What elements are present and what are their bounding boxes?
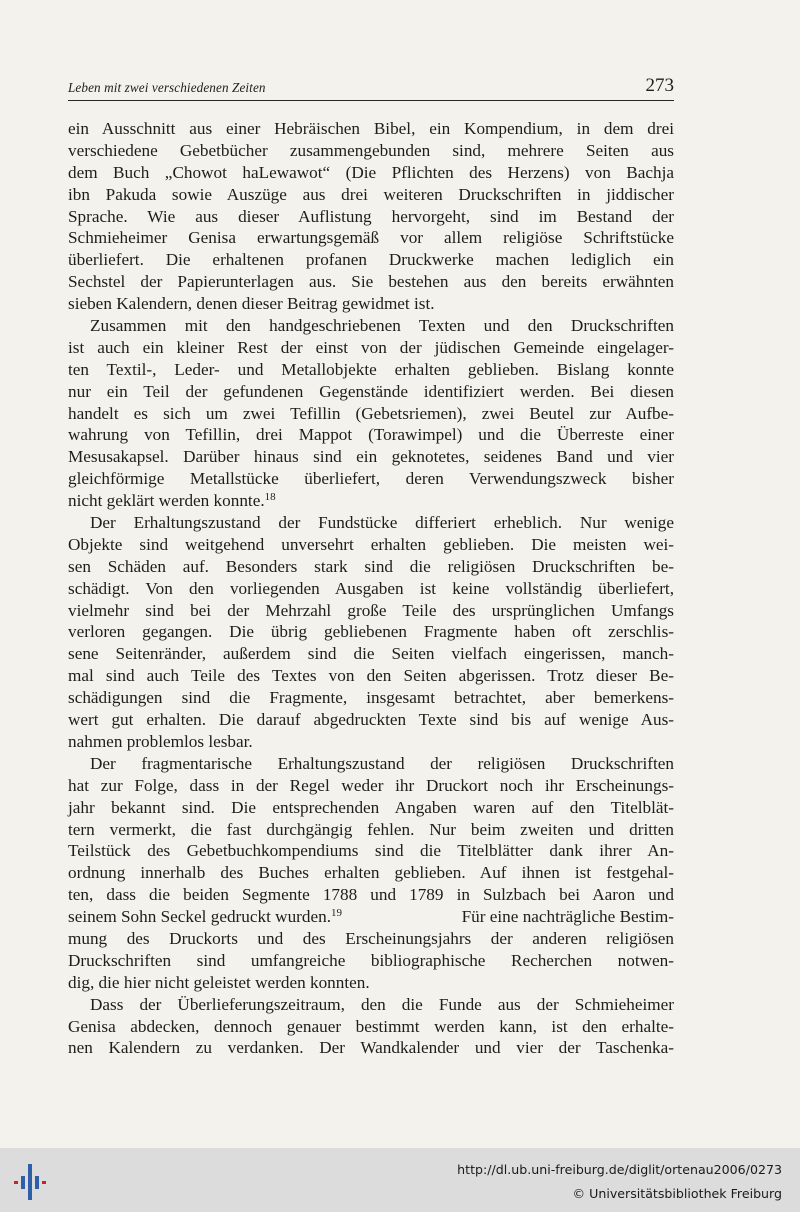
text-line: Sechstel der Papierunterlagen aus. Sie bestehen aus den bereits erwähnten (68, 272, 674, 292)
text-line (68, 490, 674, 512)
text-line: verschiedene Gebetbücher zusammengebunden sind, mehrere Seiten aus (68, 140, 674, 160)
text-line: wahrung von Tefillin, drei Mappot (Torawimpel) und die Überreste einer (68, 425, 674, 445)
text-line: Der fragmentarische Erhaltungszustand der religiösen Druckschriften (90, 753, 674, 773)
text-line: ibn Pakuda sowie Auszüge aus drei weiteren Druckschriften in jiddischer (68, 184, 674, 204)
text-line: ten Textil-, Leder- und Metallobjekte erhalten geblieben. Bislang konnte (68, 359, 674, 379)
logo-bar-blue-3 (35, 1176, 39, 1189)
text-line: handelt es sich um zwei Tefillin (Gebetsriemen), zwei Beutel zur Aufbe- (68, 403, 674, 423)
logo-bar-red-right (42, 1181, 46, 1184)
text-line (68, 906, 674, 928)
text-line: sen Schäden auf. Besonders stark sind die religiösen Druckschriften be- (68, 556, 674, 576)
text-line-part: nicht geklärt werden konnte. (68, 491, 265, 511)
footnote-ref-18: 18 (264, 491, 276, 504)
footnote-ref-19: 19 (331, 907, 342, 920)
text-line: ein Ausschnitt aus einer Hebräischen Bibel, ein Kompendium, in dem drei (68, 119, 674, 138)
text-line: hat zur Folge, dass in der Regel weder ihr Druckort noch ihr Erscheinungs- (68, 775, 674, 795)
text-line: Mesusakapsel. Darüber hinaus sind ein geknotetes, seidenes Band und vier (68, 447, 674, 467)
body-text (68, 118, 674, 1059)
text-line-part: Für eine nachträgliche Bestim- (461, 907, 674, 927)
text-line: dig, die hier nicht geleistet werden konnten. (68, 972, 370, 992)
text-line: Druckschriften sind umfangreiche bibliographische Recherchen notwen- (68, 950, 674, 970)
text-line: Objekte sind weitgehend unversehrt erhalten geblieben. Die meisten wei- (68, 534, 674, 554)
text-line: Der Erhaltungszustand der Fundstücke differiert erheblich. Nur wenige (90, 513, 674, 533)
running-title: Leben mit zwei verschiedenen Zeiten (68, 80, 266, 95)
source-url-link[interactable]: http://dl.ub.uni-freiburg.de/diglit/ortenau2006/0273 (457, 1162, 782, 1177)
copyright-notice: © Universitätsbibliothek Freiburg (572, 1186, 782, 1201)
logo-bar-blue-1 (21, 1176, 25, 1189)
text-line: Teilstück des Gebetbuchkompendiums sind die Titelblätter dank ihrer An- (68, 841, 674, 861)
viewer-footer (0, 1148, 800, 1212)
text-line: Schmieheimer Genisa erwartungsgemäß vor allem religiöse Schriftstücke (68, 228, 674, 248)
text-line: Genisa abdecken, dennoch genauer bestimmt werden kann, ist den erhalte- (68, 1016, 674, 1036)
page-number: 273 (645, 75, 674, 96)
running-header (68, 76, 674, 101)
text-line: schädigungen sind die Fragmente, insgesamt betrachtet, aber bemerkens- (68, 688, 674, 708)
text-line: Zusammen mit den handgeschriebenen Texten und den Druckschriften (90, 316, 674, 336)
text-line: Sprache. Wie aus dieser Auflistung hervorgeht, sind im Bestand der (68, 206, 674, 226)
text-line: schädigt. Von den vorliegenden Ausgaben ist keine vollständig überliefert, (68, 578, 674, 598)
text-line: ist auch ein kleiner Rest der einst von der jüdischen Gemeinde eingelager- (68, 337, 674, 357)
text-line: mal sind auch Teile des Textes von den Seiten abgerissen. Trotz dieser Be- (68, 666, 674, 686)
text-line: nen Kalendern zu verdanken. Der Wandkalender und vier der Taschenka- (68, 1038, 674, 1058)
text-line-part: seinem Sohn Seckel gedruckt wurden. (68, 907, 331, 927)
text-line: Dass der Überlieferungszeitraum, den die Funde aus der Schmieheimer (90, 994, 674, 1014)
text-line: dem Buch „Chowot haLewawot“ (Die Pflichten des Herzens) von Bachja (68, 162, 674, 182)
text-line: verloren gegangen. Die übrig gebliebenen Fragmente haben oft zerschlis- (68, 622, 674, 642)
text-line: wert gut erhalten. Die darauf abgedruckten Texte sind bis auf wenige Aus- (68, 710, 674, 730)
text-line: tern vermerkt, die fast durchgängig fehlen. Nur beim zweiten und dritten (68, 819, 674, 839)
text-line: jahr bekannt sind. Die entsprechenden Angaben waren auf den Titelblät- (68, 797, 674, 817)
text-line: ten, dass die beiden Segmente 1788 und 1789 in Sulzbach bei Aaron und (68, 885, 674, 905)
text-line: sieben Kalendern, denen dieser Beitrag gewidmet ist. (68, 294, 435, 314)
text-line: vielmehr sind bei der Mehrzahl große Teile des ursprünglichen Umfangs (68, 600, 674, 620)
text-line: sene Seitenränder, außerdem sind die Seiten vielfach eingerissen, manch- (68, 644, 674, 664)
logo-bar-red-left (14, 1181, 18, 1184)
text-line: mung des Druckorts und des Erscheinungsjahrs der anderen religiösen (68, 928, 674, 948)
text-line: ordnung innerhalb des Buches erhalten geblieben. Auf ihnen ist festgehal- (68, 863, 674, 883)
logo-bar-blue-2 (28, 1164, 32, 1200)
ub-freiburg-logo-icon (14, 1164, 48, 1200)
text-line: gleichförmige Metallstücke überliefert, deren Verwendungszweck bisher (68, 469, 674, 489)
text-line: überliefert. Die erhaltenen profanen Druckwerke machen lediglich ein (68, 250, 674, 270)
text-line-part (68, 906, 342, 928)
text-line: nur ein Teil der gefundenen Gegenstände identifiziert werden. Bei diesen (68, 381, 674, 401)
text-line: nahmen problemlos lesbar. (68, 731, 253, 751)
